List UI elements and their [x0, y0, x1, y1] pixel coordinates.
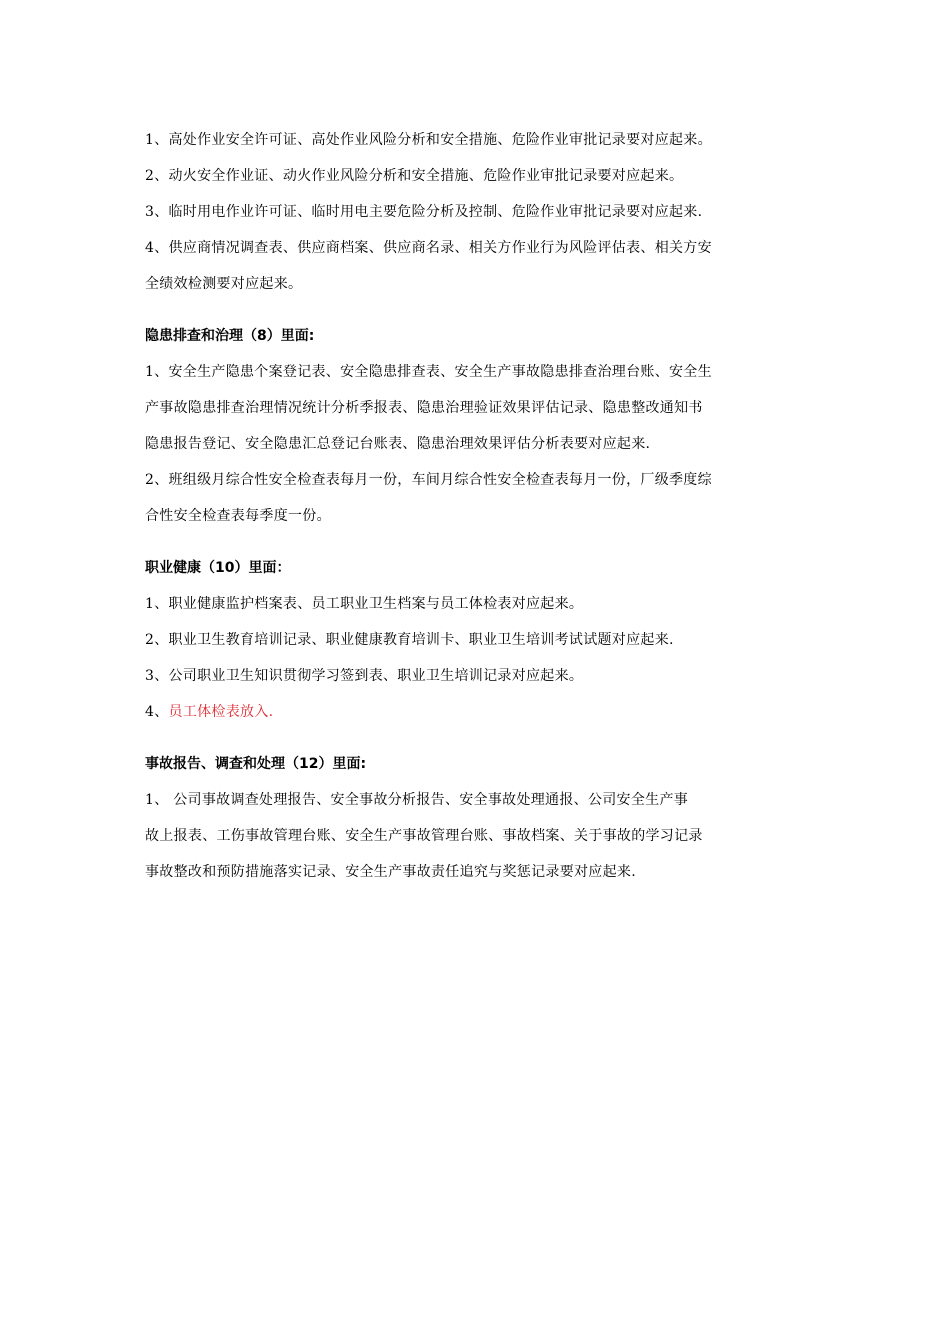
paragraph-line: 合性安全检查表每季度一份。: [145, 508, 331, 524]
paragraph-line: 1、职业健康监护档案表、员工职业卫生档案与员工体检表对应起来。: [145, 596, 584, 612]
paragraph-line: 1、高处作业安全许可证、高处作业风险分析和安全措施、危险作业审批记录要对应起来。: [145, 132, 712, 148]
section-heading: 隐患排查和治理（8）里面:: [145, 328, 315, 344]
section-occupational-health: [145, 550, 815, 730]
section-hazard-inspection: [145, 318, 815, 534]
line-prefix: 4、: [145, 704, 169, 720]
section-gap: [145, 730, 815, 746]
document-page: [145, 122, 815, 890]
section-accident-reporting: [145, 746, 815, 890]
section-heading: 事故报告、调查和处理（12）里面:: [145, 756, 367, 772]
highlighted-text: 员工体检表放入.: [168, 704, 274, 720]
paragraph-line: 3、临时用电作业许可证、临时用电主要危险分析及控制、危险作业审批记录要对应起来.: [145, 204, 703, 220]
paragraph-line: 2、班组级月综合性安全检查表每月一份，车间月综合性安全检查表每月一份，厂级季度综: [145, 472, 712, 488]
section-gap: [145, 534, 815, 550]
paragraph-line: 2、动火安全作业证、动火作业风险分析和安全措施、危险作业审批记录要对应起来。: [145, 168, 684, 184]
section-work-permits: [145, 122, 815, 302]
paragraph-line: 隐患报告登记、安全隐患汇总登记台账表、隐患治理效果评估分析表要对应起来.: [145, 436, 651, 452]
paragraph-line: 3、公司职业卫生知识贯彻学习签到表、职业卫生培训记录对应起来。: [145, 668, 584, 684]
paragraph-line: 4、供应商情况调查表、供应商档案、供应商名录、相关方作业行为风险评估表、相关方安: [145, 240, 712, 256]
paragraph-line: 2、职业卫生教育培训记录、职业健康教育培训卡、职业卫生培训考试试题对应起来.: [145, 632, 674, 648]
paragraph-line: 事故整改和预防措施落实记录、安全生产事故责任追究与奖惩记录要对应起来.: [145, 864, 636, 880]
paragraph-line: 1、安全生产隐患个案登记表、安全隐患排查表、安全生产事故隐患排查治理台账、安全生: [145, 364, 712, 380]
paragraph-line: 全绩效检测要对应起来。: [145, 276, 303, 292]
paragraph-line: 产事故隐患排查治理情况统计分析季报表、隐患治理验证效果评估记录、隐患整改通知书: [145, 400, 703, 416]
section-heading: 职业健康（10）里面：: [145, 560, 291, 576]
paragraph-line: 故上报表、工伤事故管理台账、安全生产事故管理台账、事故档案、关于事故的学习记录: [145, 828, 703, 844]
section-gap: [145, 302, 815, 318]
paragraph-line: 1、 公司事故调查处理报告、安全事故分析报告、安全事故处理通报、公司安全生产事: [145, 792, 689, 808]
paragraph-line-highlighted: [145, 694, 815, 730]
